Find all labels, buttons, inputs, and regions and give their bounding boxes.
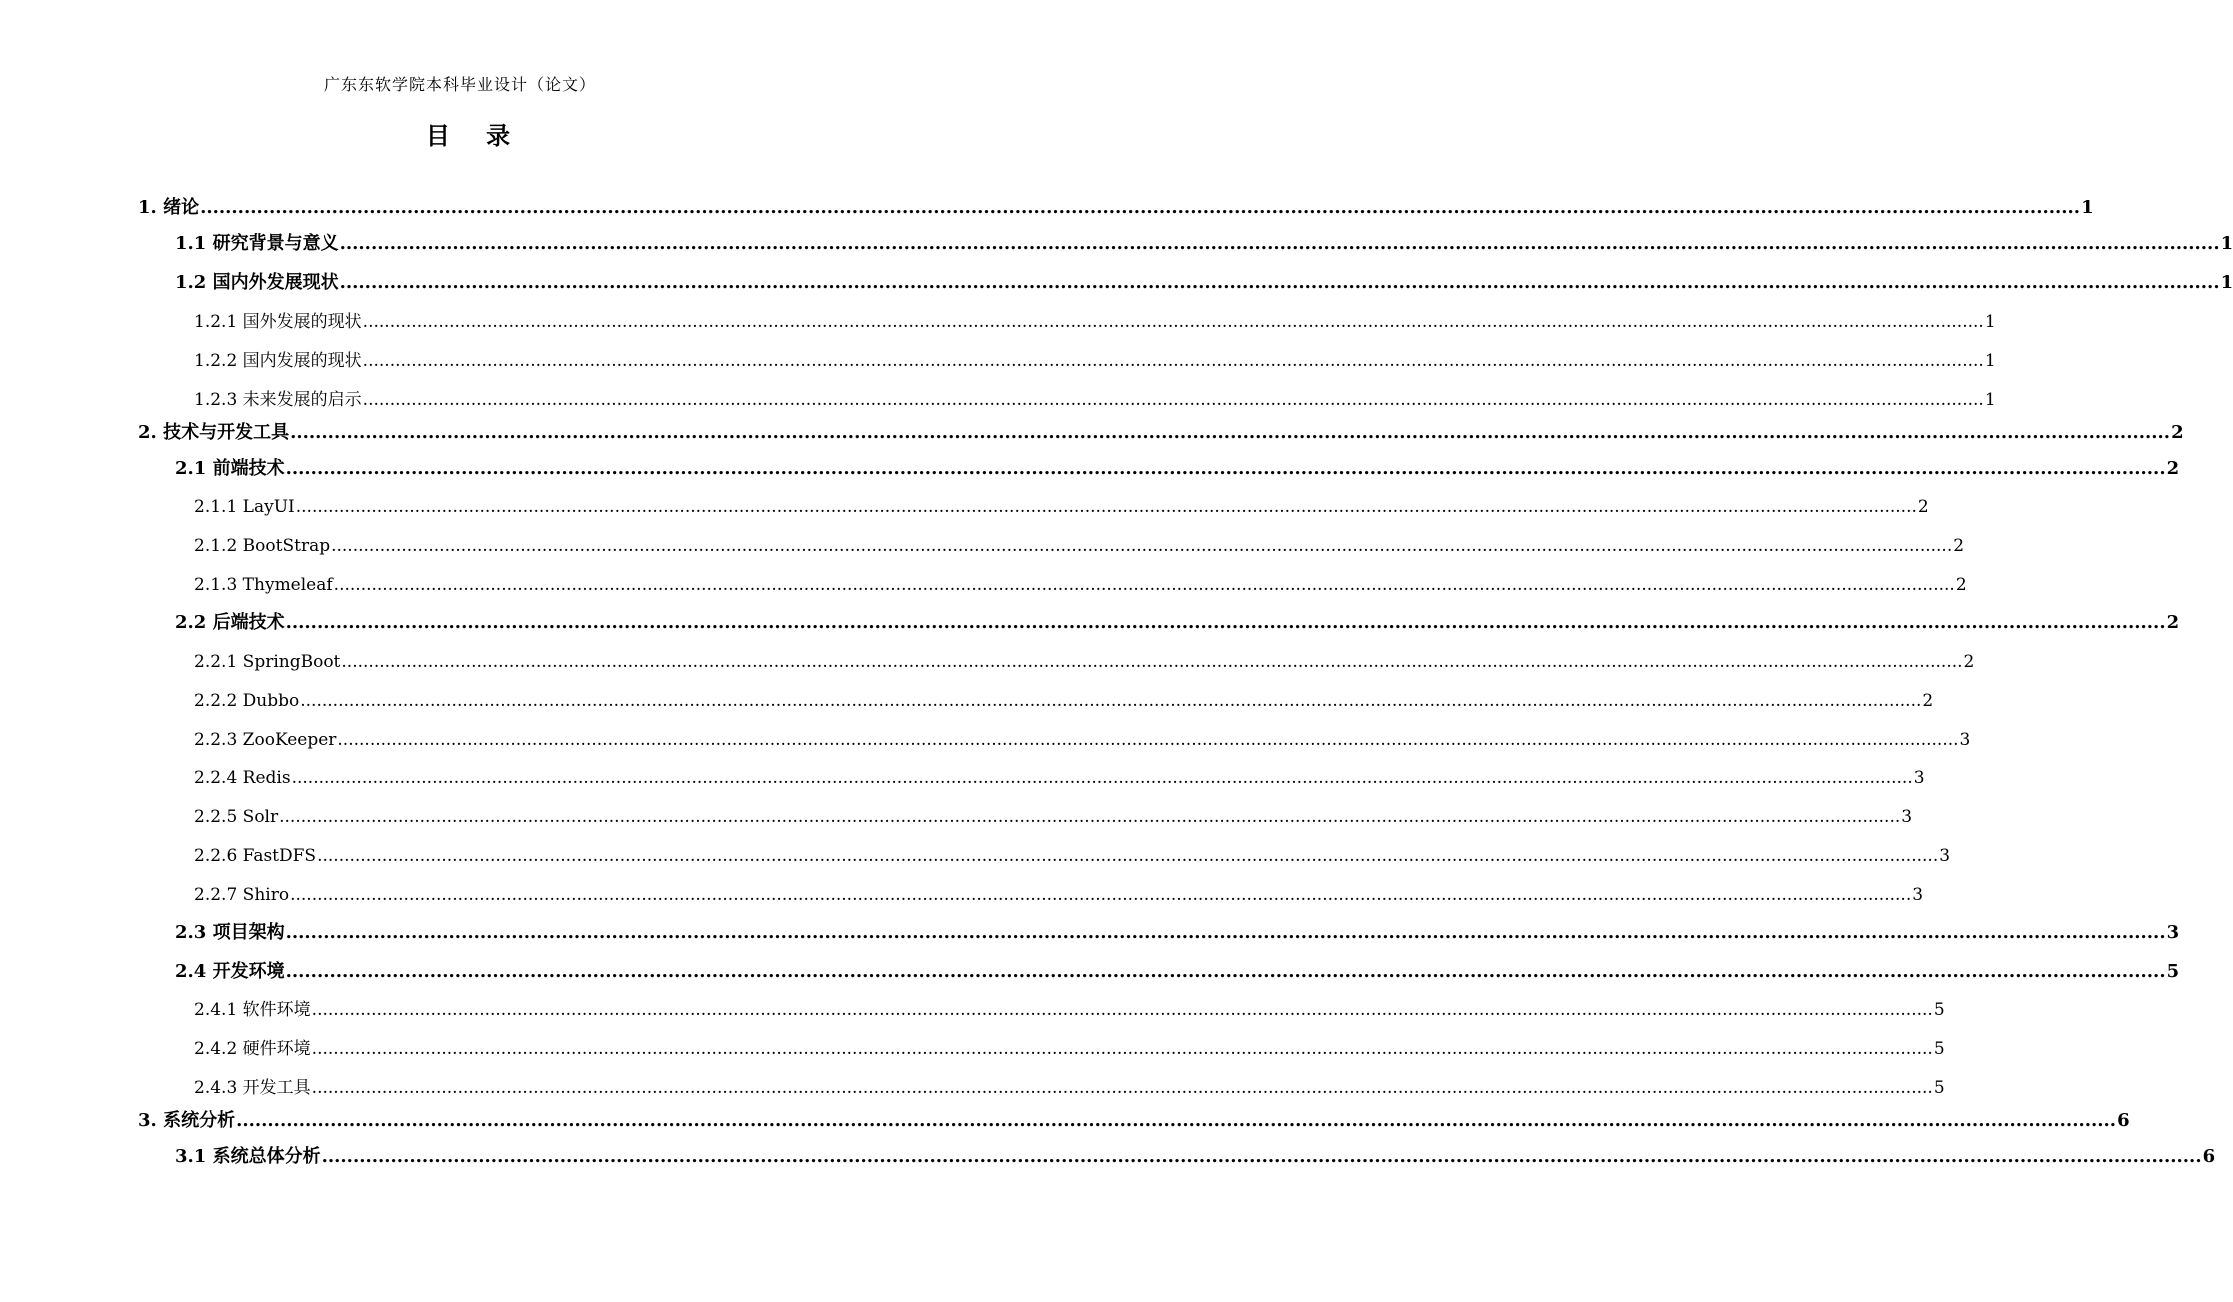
toc-entry[interactable] <box>175 265 2233 295</box>
toc-entry-number: 2.4 <box>175 961 207 982</box>
toc-entry-number: 3. <box>138 1110 157 1131</box>
toc-leader-dots: ............................................................................................................................................................................................................................................................................................................ <box>339 272 2220 293</box>
toc-entry-text: ZooKeeper <box>242 730 337 750</box>
toc-entry-label <box>175 960 285 984</box>
toc-page-number: 1 <box>1984 312 1996 332</box>
toc-entry-text: BootStrap <box>242 536 331 556</box>
toc-entry-text: 绪论 <box>163 197 200 218</box>
toc-entry[interactable] <box>194 799 1913 829</box>
toc-entry-label <box>194 844 316 868</box>
toc-entry-text: 技术与开发工具 <box>163 422 290 443</box>
toc-leader-dots: ............................................................................................................................................................................................................................................................................................................ <box>300 691 1922 711</box>
toc-leader-dots: ............................................................................................................................................................................................................................................................................................................ <box>285 612 2166 633</box>
toc-entry-text: 未来发展的启示 <box>242 390 362 410</box>
toc-entry-text: Thymeleaf <box>242 575 333 595</box>
toc-page-number: 5 <box>2166 961 2180 982</box>
toc-entry[interactable] <box>175 954 2180 984</box>
toc-leader-dots: ............................................................................................................................................................................................................................................................................................................ <box>362 390 1984 410</box>
toc-entry[interactable] <box>194 683 1934 713</box>
toc-entry-label <box>194 728 336 752</box>
toc-entry[interactable] <box>194 528 1965 558</box>
toc-page-number: 2 <box>1917 497 1929 517</box>
toc-leader-dots: ............................................................................................................................................................................................................................................................................................................ <box>290 885 1912 905</box>
toc-entry-label <box>194 805 278 829</box>
toc-entry[interactable] <box>194 1070 1945 1100</box>
toc-entry[interactable] <box>138 190 2094 220</box>
toc-page-number: 3 <box>1901 807 1913 827</box>
toc-entry-label <box>194 883 289 907</box>
toc-entry-label <box>175 611 285 635</box>
toc-leader-dots: ............................................................................................................................................................................................................................................................................................................ <box>341 652 1963 672</box>
toc-entry[interactable] <box>194 644 1975 674</box>
toc-page-number: 6 <box>2202 1146 2216 1167</box>
toc-entry-number: 2.4.2 <box>194 1039 238 1059</box>
toc-entry-number: 2.1.2 <box>194 536 238 556</box>
toc-entry[interactable] <box>194 382 1996 412</box>
toc-entry-label <box>138 1109 235 1133</box>
toc-entry[interactable] <box>138 415 2184 445</box>
toc-entry-text: Redis <box>242 768 291 788</box>
toc-page-number: 3 <box>1913 768 1925 788</box>
toc-entry-label <box>175 232 339 256</box>
toc-entry[interactable] <box>194 877 1924 907</box>
toc-leader-dots: ............................................................................................................................................................................................................................................................................................................ <box>311 1000 1933 1020</box>
toc-entry[interactable] <box>175 226 2233 256</box>
toc-page-number: 5 <box>1933 1078 1945 1098</box>
toc-entry-text: 国内外发展现状 <box>212 272 339 293</box>
toc-entry-label <box>194 689 299 713</box>
toc-entry[interactable] <box>138 1103 2130 1133</box>
toc-page-number: 1 <box>2081 197 2094 218</box>
toc-leader-dots: ............................................................................................................................................................................................................................................................................................................ <box>311 1078 1933 1098</box>
toc-entry-number: 1.2 <box>175 272 207 293</box>
toc-page-number: 1 <box>2220 272 2233 293</box>
toc-entry-number: 1.2.3 <box>194 390 238 410</box>
toc-entry-label <box>175 457 285 481</box>
toc-entry-number: 1.1 <box>175 233 207 254</box>
toc-entry-label <box>138 196 199 220</box>
toc-leader-dots: ............................................................................................................................................................................................................................................................................................................ <box>362 312 1984 332</box>
toc-entry[interactable] <box>194 722 1971 752</box>
toc-page-number: 2 <box>2166 458 2180 479</box>
toc-entry-text: 国内发展的现状 <box>242 351 362 371</box>
toc-entry[interactable] <box>194 838 1951 868</box>
toc-entry-number: 2.4.3 <box>194 1078 238 1098</box>
toc-entry-text: 国外发展的现状 <box>242 312 362 332</box>
toc-entry[interactable] <box>194 489 1929 519</box>
toc-entry-number: 2.2 <box>175 612 207 633</box>
toc-leader-dots: ............................................................................................................................................................................................................................................................................................................ <box>285 961 2166 982</box>
toc-entry-label <box>175 921 285 945</box>
toc-entry-number: 1. <box>138 197 157 218</box>
toc-entry[interactable] <box>194 567 1967 597</box>
toc-entry-number: 2.2.5 <box>194 807 238 827</box>
toc-entry-label <box>175 271 339 295</box>
toc-entry-number: 2.1 <box>175 458 207 479</box>
toc-page-number: 1 <box>1984 390 1996 410</box>
toc-leader-dots: ............................................................................................................................................................................................................................................................................................................ <box>200 197 2081 218</box>
toc-entry-text: Dubbo <box>242 691 300 711</box>
toc-entry[interactable] <box>175 915 2180 945</box>
toc-page-number: 2 <box>2171 422 2184 443</box>
toc-entry-text: LayUI <box>242 497 295 517</box>
toc-entry-number: 2.2.1 <box>194 652 238 672</box>
toc-entry-label <box>194 573 333 597</box>
toc-entry-text: FastDFS <box>242 846 317 866</box>
toc-entry-number: 3.1 <box>175 1146 207 1167</box>
toc-entry-label <box>194 495 295 519</box>
toc-leader-dots: ............................................................................................................................................................................................................................................................................................................ <box>337 730 1959 750</box>
toc-entry-number: 2. <box>138 422 157 443</box>
toc-entry-label <box>194 349 362 373</box>
toc-leader-dots: ............................................................................................................................................................................................................................................................................................................ <box>291 768 1913 788</box>
toc-entry-text: 开发环境 <box>212 961 285 982</box>
toc-entry[interactable] <box>194 343 1996 373</box>
toc-entry[interactable] <box>194 1031 1945 1061</box>
toc-entry-text: 后端技术 <box>212 612 285 633</box>
toc-entry-number: 2.1.1 <box>194 497 238 517</box>
toc-entry-label <box>175 1145 321 1169</box>
toc-leader-dots: ............................................................................................................................................................................................................................................................................................................ <box>279 807 1901 827</box>
toc-page-number: 3 <box>1939 846 1951 866</box>
page-title: 目 录 <box>425 122 525 150</box>
toc-page-number: 5 <box>1933 1039 1945 1059</box>
toc-page-number: 1 <box>1984 351 1996 371</box>
toc-entry-text: 前端技术 <box>212 458 285 479</box>
toc-entry-number: 2.2.4 <box>194 768 238 788</box>
toc-entry-label <box>194 388 362 412</box>
toc-entry-number: 2.2.2 <box>194 691 238 711</box>
toc-entry-label <box>194 998 311 1022</box>
toc-entry-text: Solr <box>242 807 279 827</box>
toc-page-number: 1 <box>2220 233 2233 254</box>
toc-entry-text: 研究背景与意义 <box>212 233 339 254</box>
toc-entry-label <box>194 534 330 558</box>
toc-entry-number: 1.2.2 <box>194 351 238 371</box>
toc-entry-number: 2.2.7 <box>194 885 238 905</box>
toc-leader-dots: ............................................................................................................................................................................................................................................................................................................ <box>285 922 2166 943</box>
toc-entry-number: 2.2.6 <box>194 846 238 866</box>
toc-entry[interactable] <box>175 451 2180 481</box>
toc-page-number: 6 <box>2117 1110 2130 1131</box>
toc-entry-text: 开发工具 <box>242 1078 311 1098</box>
toc-entry-label <box>194 1076 311 1100</box>
page-header: 广东东软学院本科毕业设计（论文） <box>323 75 596 94</box>
toc-leader-dots: ............................................................................................................................................................................................................................................................................................................ <box>339 233 2220 254</box>
toc-leader-dots: ............................................................................................................................................................................................................................................................................................................ <box>285 458 2166 479</box>
toc-entry-number: 2.4.1 <box>194 1000 238 1020</box>
toc-entry[interactable] <box>175 605 2180 635</box>
toc-entry-label <box>194 650 340 674</box>
toc-entry-text: Shiro <box>242 885 290 905</box>
toc-page-number: 2 <box>1922 691 1934 711</box>
toc-page-number: 3 <box>1959 730 1971 750</box>
toc-leader-dots: ............................................................................................................................................................................................................................................................................................................ <box>295 497 1917 517</box>
toc-entry-text: 硬件环境 <box>242 1039 311 1059</box>
toc-leader-dots: ............................................................................................................................................................................................................................................................................................................ <box>290 422 2171 443</box>
toc-entry-text: 项目架构 <box>212 922 285 943</box>
toc-entry-label <box>194 766 291 790</box>
toc-leader-dots: ............................................................................................................................................................................................................................................................................................................ <box>236 1110 2117 1131</box>
toc-leader-dots: ............................................................................................................................................................................................................................................................................................................ <box>333 575 1955 595</box>
toc-page-number: 2 <box>1955 575 1967 595</box>
toc-entry[interactable] <box>194 760 1925 790</box>
toc-entry-number: 2.1.3 <box>194 575 238 595</box>
toc-leader-dots: ............................................................................................................................................................................................................................................................................................................ <box>321 1146 2202 1167</box>
toc-leader-dots: ............................................................................................................................................................................................................................................................................................................ <box>362 351 1984 371</box>
toc-entry[interactable] <box>175 1139 2216 1169</box>
toc-leader-dots: ............................................................................................................................................................................................................................................................................................................ <box>317 846 1939 866</box>
toc-entry[interactable] <box>194 992 1945 1022</box>
toc-entry-text: 系统分析 <box>163 1110 236 1131</box>
toc-page-number: 2 <box>1963 652 1975 672</box>
toc-page-number: 3 <box>2166 922 2180 943</box>
toc-entry-label <box>194 310 362 334</box>
toc-entry[interactable] <box>194 304 1996 334</box>
toc-entry-label <box>138 421 289 445</box>
toc-entry-text: 系统总体分析 <box>212 1146 321 1167</box>
toc-entry-number: 2.3 <box>175 922 207 943</box>
toc-leader-dots: ............................................................................................................................................................................................................................................................................................................ <box>331 536 1953 556</box>
toc-entry-text: SpringBoot <box>242 652 341 672</box>
toc-page-number: 5 <box>1933 1000 1945 1020</box>
toc-entry-number: 1.2.1 <box>194 312 238 332</box>
toc-page-number: 2 <box>2166 612 2180 633</box>
toc-page-number: 3 <box>1912 885 1924 905</box>
toc-leader-dots: ............................................................................................................................................................................................................................................................................................................ <box>311 1039 1933 1059</box>
toc-entry-number: 2.2.3 <box>194 730 238 750</box>
toc-entry-text: 软件环境 <box>242 1000 311 1020</box>
toc-entry-label <box>194 1037 311 1061</box>
toc-page-number: 2 <box>1953 536 1965 556</box>
